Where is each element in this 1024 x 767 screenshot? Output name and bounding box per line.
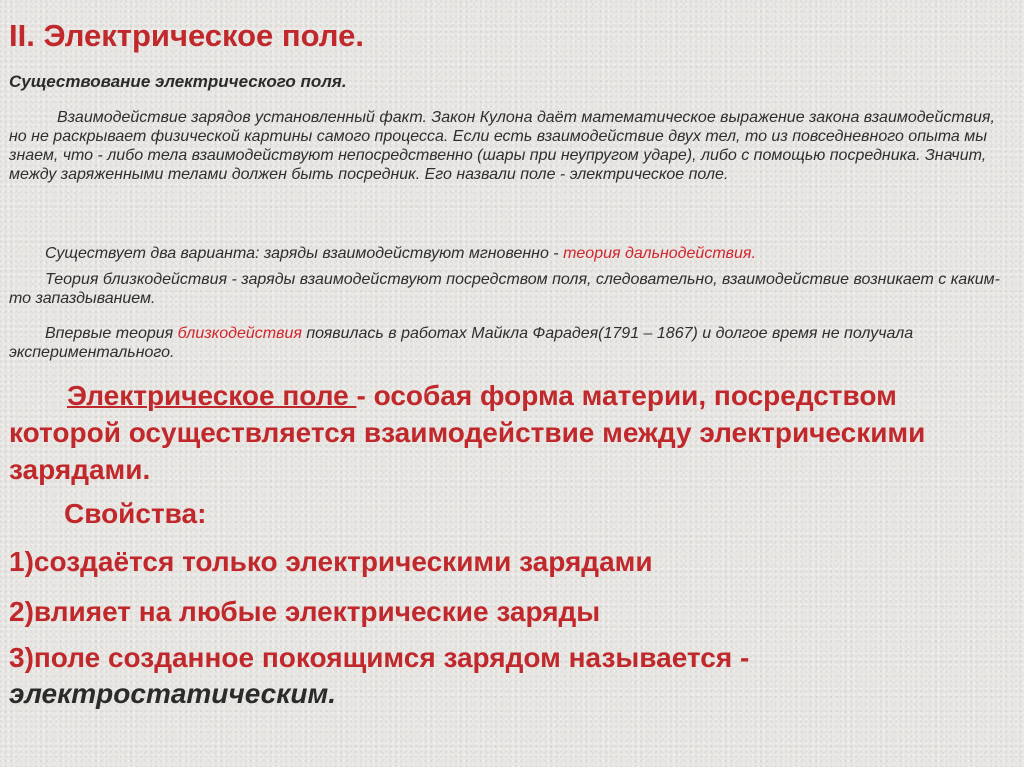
paragraph-two-variants-text: Существует два варианта: заряды взаимодействуют мгновенно - <box>45 245 564 262</box>
paragraph-faraday <box>9 324 1009 362</box>
long-range-theory-highlight: теория дальнодействия. <box>563 245 756 262</box>
properties-heading: Свойства: <box>64 498 207 529</box>
slide-title: II. Электрическое поле. <box>9 18 364 53</box>
paragraph-faraday-before: Впервые теория <box>45 325 178 342</box>
property-item-2: 2)влияет на любые электрические заряды <box>9 596 601 627</box>
slide-subtitle: Существование электрического поля. <box>9 72 347 91</box>
paragraph-short-range-theory: Теория близкодействия - заряды взаимодействуют посредством поля, следовательно, взаимодействие возникает с каким-то запаздыванием. <box>9 271 1000 307</box>
paragraph-faraday-after: появилась в работах Майкла Фарадея(1791 – 1867) и долгое время не получала экспериментального. <box>9 325 914 361</box>
definition-text: - особая форма материи, посредством которой осуществляется взаимодействие между электрическими зарядами. <box>9 380 926 485</box>
property-item-3 <box>9 640 1014 712</box>
field-definition <box>9 377 1014 488</box>
paragraph-two-variants <box>9 244 1009 263</box>
property-item-1: 1)создаётся только электрическими зарядами <box>9 546 653 577</box>
paragraph-interaction: Взаимодействие зарядов установленный факт. Закон Кулона даёт математическое выражение закона взаимодействия, но не раскрывает физической картины самого процесса. Если есть взаимодействие двух тел, то из повседневного опыта мы знаем, что - либо тела взаимодействуют непосредственно (шары при неупругом ударе), либо с помощью посредника. Значит, между заряженными телами должен быть посредник. Его назвали поле - электрическое поле. <box>9 109 995 183</box>
short-range-highlight: близкодействия <box>177 325 302 342</box>
electrostatic-term: электростатическим. <box>9 678 337 709</box>
definition-term: Электрическое поле <box>67 380 357 411</box>
property-item-3-text: 3)поле созданное покоящимся зарядом называется - <box>9 642 750 673</box>
